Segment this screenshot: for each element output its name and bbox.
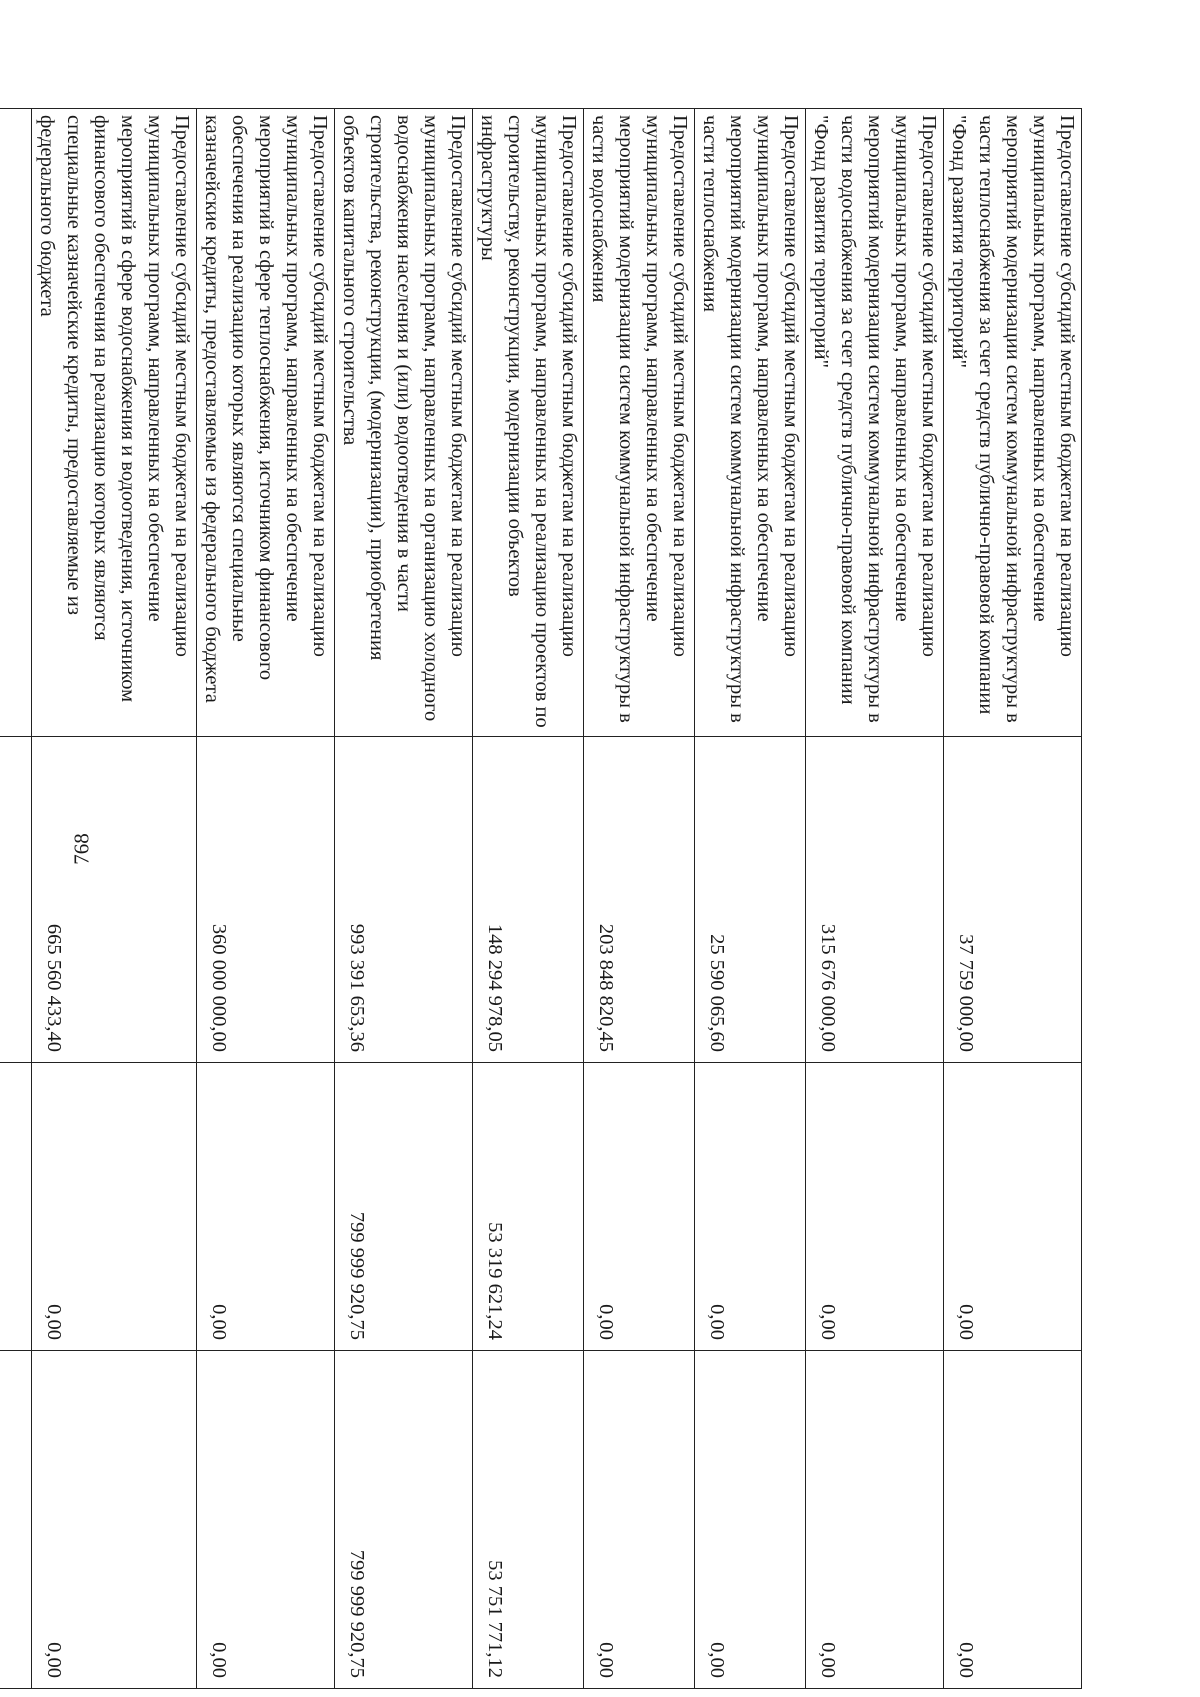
row-value-1 (0, 737, 32, 1063)
row-description: Предоставление субсидий местным бюджетам на реализацию муниципальных программ, направленных на обеспечение мероприятий модернизации систем коммунальной инфраструктуры в части теплоснабжения за счет средств публично-правовой компании "Фонд развития территорий" (944, 109, 1082, 737)
row-value-1: 25 590 065,60 (695, 737, 806, 1063)
row-description: Предоставление субсидий местным бюджетам на реализацию муниципальных программ, направленных на реализацию проектов по строительству, реконструкции, модернизации объектов инфраструктуры (473, 109, 584, 737)
row-value-2: 0,00 (197, 1063, 335, 1351)
row-value-3 (0, 1351, 32, 1689)
table-row (695, 109, 806, 1689)
table-row (197, 109, 335, 1689)
table-row (32, 109, 197, 1689)
table-row (473, 109, 584, 1689)
row-description: Предоставление субсидий местным бюджетам на реализацию муниципальных программ, направленных на организацию холодного водоснабжения населения и (или) водоотведения в части строительства, реконструкции, (модернизации), приобретения объектов капитального строительства (335, 109, 473, 737)
row-description: Предоставление субсидий местным бюджетам на реализацию муниципальных программ, направленных на обеспечение мероприятий модернизации систем коммунальной инфраструктуры в части водоснабжения (584, 109, 695, 737)
row-value-3: 0,00 (806, 1351, 944, 1689)
row-value-1: 360 000 000,00 (197, 737, 335, 1063)
row-value-3: 0,00 (32, 1351, 197, 1689)
row-value-3: 0,00 (197, 1351, 335, 1689)
row-description: Предоставление субсидий местным бюджетам на реализацию муниципальных программ, направленных на обеспечение мероприятий в сфере теплоснабжения, источником финансового обеспечения на реализацию которых являются специальные казначейские кредиты, предоставляемые из федерального бюджета (197, 109, 335, 737)
table-row (944, 109, 1082, 1689)
row-value-1: 315 676 000,00 (806, 737, 944, 1063)
row-description: Предоставление субсидий местным бюджетам на реализацию муниципальных программ, направленных на обеспечение мероприятий модернизации систем коммунальной инфраструктуры в части водоснабжения за счет средств публично-правовой компании "Фонд развития территорий" (806, 109, 944, 737)
row-value-1: 37 759 000,00 (944, 737, 1082, 1063)
row-value-2: 0,00 (695, 1063, 806, 1351)
table-row (0, 109, 32, 1689)
row-description: Предоставление субсидий местным бюджетам на реализацию муниципальных программ, направленных на обеспечение мероприятий модернизации систем коммунальной инфраструктуры в части теплоснабжения (695, 109, 806, 737)
row-value-1: 665 560 433,40 (32, 737, 197, 1063)
table-row (806, 109, 944, 1689)
row-value-2: 0,00 (584, 1063, 695, 1351)
row-value-2: 0,00 (944, 1063, 1082, 1351)
row-value-3: 799 999 920,75 (335, 1351, 473, 1689)
row-value-3: 0,00 (944, 1351, 1082, 1689)
row-value-2 (0, 1063, 32, 1351)
row-value-2: 0,00 (806, 1063, 944, 1351)
row-value-2: 799 999 920,75 (335, 1063, 473, 1351)
table-row (335, 109, 473, 1689)
row-value-1: 148 294 978,05 (473, 737, 584, 1063)
row-description (0, 109, 32, 737)
row-description: Предоставление субсидий местным бюджетам на реализацию муниципальных программ, направленных на обеспечение мероприятий в сфере водоснабжения и водоотведения, источником финансового обеспечения на реализацию которых являются специальные казначейские кредиты, предоставляемые из федерального бюджета (32, 109, 197, 737)
row-value-3: 53 751 771,12 (473, 1351, 584, 1689)
row-value-1: 203 848 820,45 (584, 737, 695, 1063)
row-value-3: 0,00 (584, 1351, 695, 1689)
row-value-1: 993 391 653,36 (335, 737, 473, 1063)
row-value-3: 0,00 (695, 1351, 806, 1689)
table-row (584, 109, 695, 1689)
row-value-2: 53 319 621,24 (473, 1063, 584, 1351)
page-number: 768 (69, 833, 94, 865)
row-value-2: 0,00 (32, 1063, 197, 1351)
budget-table (0, 108, 1082, 1689)
